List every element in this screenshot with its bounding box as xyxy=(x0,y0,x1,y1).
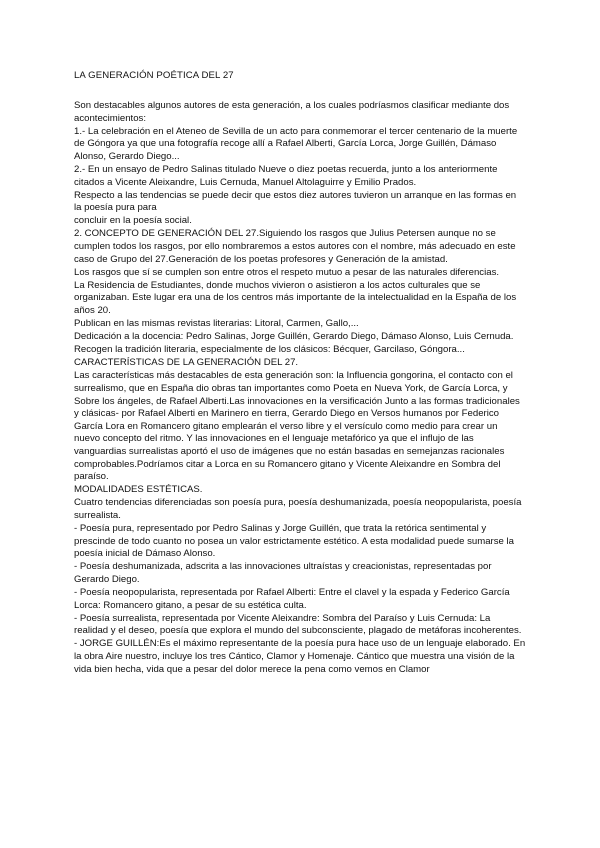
document-title: LA GENERACIÓN POÉTICA DEL 27 xyxy=(74,70,234,81)
paragraph-traits: Los rasgos que sí se cumplen son entre otros el respeto mutuo a pesar de las naturales diferencias. xyxy=(74,266,500,278)
paragraph-journals: Publican en las mismas revistas literarias: Litoral, Carmen, Gallo,... xyxy=(74,318,359,330)
paragraph-characteristics: Las características más destacables de esta generación son: la Influencia gongorina, el contacto con el surrealismo, que en España dio obras tan importantes como Poeta en Nueva York, de García Lorca, y Sobre los ángeles, de Rafael Alberti.Las innovaciones en la versificación Junto a las formas tradicionales y clásicas- por Rafael Alberti en Marinero en tierra, Gerardo Diego en Versos humanos por Federico García Lora en Romancero gitano emplearán el verso libre y el versículo como medio para crear un nuevo concepto del ritmo. Y las innovaciones en el lenguaje metafórico ya que el influjo de las vanguardias surrealistas aportó el uso de imágenes que no están basadas en semejanzas racionales comprobables.Podríamos citar a Lorca en su Romancero gitano y Vicente Aleixandre en Sombra del paraíso. xyxy=(74,370,520,483)
paragraph-intro: Son destacables algunos autores de esta generación, a los cuales podríasmos clasificar mediante dos acontecimientos: xyxy=(74,100,510,124)
paragraph-tendencies: Respecto a las tendencias se puede decir que estos diez autores tuvieron un arranque en las formas en la poesía pura para xyxy=(74,189,517,214)
paragraph-event-1: 1.- La celebración en el Ateneo de Sevilla de un acto para conmemorar el tercer centenario de la muerte de Góngora ya que una fotografía recoge allí a Rafael Alberti, García Lorca, Jorge Guillén, Dámaso Alonso, Gerardo Diego... xyxy=(74,125,518,162)
paragraph-generation-concept: 2. CONCEPTO DE GENERACIÓN DEL 27.Siguiendo los rasgos que Julius Petersen aunque no se cumplen todos los rasgos, por ello nombraremos a estos autores con el nombre, más adecuado en este caso de Grupo del 27.Generación de los poetas profesores y Generación de la amistad. xyxy=(74,228,516,265)
paragraph-teaching: Dedicación a la docencia: Pedro Salinas, Jorge Guillén, Gerardo Diego, Dámaso Alonso, Luis Cernuda. xyxy=(74,331,514,343)
paragraph-residencia: La Residencia de Estudiantes, donde muchos vivieron o asistieron a los actos culturales que se organizaban. Este lugar era una de los centros más importante de la intelectualidad en la España de los años 20. xyxy=(74,279,517,316)
paragraph-tendencies-end: concluir en la poesía social. xyxy=(74,215,192,227)
paragraph-pure-poetry: - Poesía pura, representado por Pedro Salinas y Jorge Guillén, que trata la retórica sentimental y prescinde de todo cuanto no posea un valor estrictamente estético. A esta modalidad puede sumarse la poesía inicial de Dámaso Alonso. xyxy=(74,523,514,560)
section-heading-characteristics: CARACTERÍSTICAS DE LA GENERACIÓN DEL 27. xyxy=(74,357,299,369)
section-heading-modalities: MODALIDADES ESTÉTICAS. xyxy=(74,484,203,496)
paragraph-four-tendencies: Cuatro tendencias diferenciadas son poesía pura, poesía deshumanizada, poesía neopopularista, poesía surrealista. xyxy=(74,497,522,521)
document-body xyxy=(74,100,526,676)
paragraph-surrealist-poetry: - Poesía surrealista, representada por Vicente Aleixandre: Sombra del Paraíso y Luis Cernuda: La realidad y el deseo, poesía que explora el mundo del subconsciente, plagado de metáforas incoherentes. xyxy=(74,612,522,637)
paragraph-tradition: Recogen la tradición literaria, especialmente de los clásicos: Bécquer, Garcilaso, Góngora... xyxy=(74,344,465,356)
paragraph-neopopularist-poetry: - Poesía neopopularista, representada por Rafael Alberti: Entre el clavel y la espada y Federico García Lorca: Romancero gitano, a pesar de su estética culta. xyxy=(74,587,510,611)
paragraph-jorge-guillen: - JORGE GUILLÉN:Es el máximo representante de la poesía pura hace uso de un lenguaje elaborado. En la obra Aire nuestro, incluye los tres Cántico, Clamor y Homenaje. Cántico que muestra una visión de la vida bien hecha, vida que a pesar del dolor merece la pena como vemos en Clamor xyxy=(74,638,526,675)
paragraph-event-2: 2.- En un ensayo de Pedro Salinas titulado Nueve o diez poetas recuerda, junto a los anteriormente citados a Vicente Aleixandre, Luis Cernuda, Manuel Altolaguirre y Emilio Prados. xyxy=(74,163,498,188)
paragraph-dehumanized-poetry: - Poesía deshumanizada, adscrita a las innovaciones ultraístas y creacionistas, representadas por Gerardo Diego. xyxy=(74,561,492,585)
